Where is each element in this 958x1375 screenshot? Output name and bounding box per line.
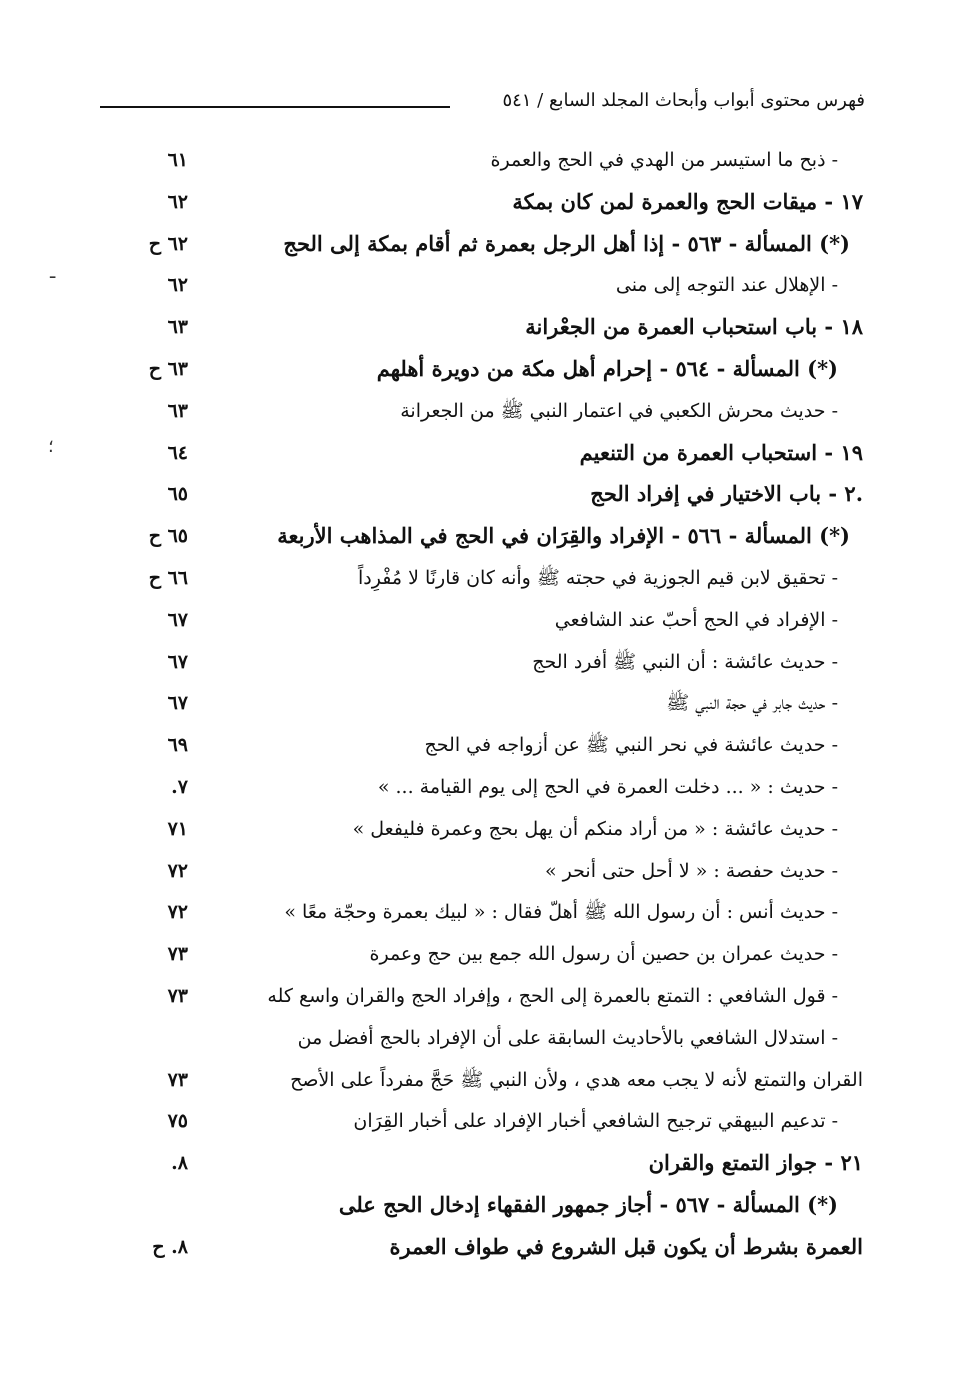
index-entry <box>0 474 958 516</box>
entry-page-number: ٦١ <box>167 149 188 171</box>
index-entry <box>0 934 958 976</box>
index-entry <box>0 224 958 266</box>
entry-text: - حديث محرش الكعبي في اعتمار النبي ﷺ من الجعرانة <box>400 399 838 422</box>
entry-text: - حديث عائشة في نحر النبي ﷺ عن أزواجه في الحج <box>424 734 838 757</box>
entry-text: - حديث جابر في حجة النبي ﷺ <box>666 692 838 715</box>
index-entry <box>0 725 958 767</box>
index-entry <box>0 600 958 642</box>
index-entry <box>0 307 958 349</box>
index-entry <box>0 892 958 934</box>
index-entry <box>0 1227 958 1269</box>
index-entry <box>0 558 958 600</box>
index-entry <box>0 182 958 224</box>
entry-page-number: ٦٧ <box>167 608 188 631</box>
entry-page-number: ٧٥ <box>167 1110 188 1133</box>
entry-text: (*) المسألة - ٥٦٣ - إذا أهل الرجل بعمرة ثم أقام بمكة إلى الحج <box>283 230 850 256</box>
index-entry <box>0 516 958 558</box>
index-entry <box>0 140 958 182</box>
entry-text: القران والتمتع لأنه لا يجب معه هدي ، ولأن النبي ﷺ حَجَّ مفرداً على الأصح <box>290 1068 863 1091</box>
index-entry <box>0 683 958 725</box>
entry-text: - الإفراد في الحج أحبّ عند الشافعي <box>554 608 838 631</box>
entry-text: ١٧ - ميقات الحج والعمرة لمن كان بمكة <box>512 188 863 214</box>
entry-page-number: ٧٣ <box>167 984 188 1007</box>
margin-mark: ـ <box>50 262 56 283</box>
entry-text: (*) المسألة - ٥٦٦ - الإفراد والقِرَان في الحج في المذاهب الأربعة <box>277 523 850 549</box>
entry-text: ١٨ - باب استحباب العمرة من الجعْرانة <box>525 314 863 340</box>
entry-text: .٢ - باب الاختيار في إفراد الحج <box>590 481 863 507</box>
index-entries <box>0 140 958 1269</box>
entry-page-number: ٧٣ <box>167 943 188 966</box>
entry-text: ١٩ - استحباب العمرة من التنعيم <box>579 439 863 465</box>
entry-text: العمرة بشرط أن يكون قبل الشروع في طواف العمرة <box>389 1233 863 1259</box>
entry-page-number: ٦٢ <box>167 190 188 213</box>
header-title: فهرس محتوى أبواب وأبحاث المجلد السابع / ٥٤١ <box>502 90 865 111</box>
entry-page-number: ٧٢ <box>167 859 188 882</box>
entry-text: - حديث أنس : أن رسول الله ﷺ أهلّ فقال : « لبيك بعمرة وحجّة معًا » <box>284 901 838 924</box>
index-entry <box>0 349 958 391</box>
margin-mark: ؛ <box>48 436 54 457</box>
entry-text: - تدعيم البيهقي ترجيح الشافعي أخبار الإفراد على أخبار القِرَان <box>353 1110 838 1133</box>
entry-text: - حديث : « ... دخلت العمرة في الحج إلى يوم القيامة ... » <box>377 775 838 798</box>
index-entry <box>0 1101 958 1143</box>
entry-page-number: ٨. <box>171 1152 188 1175</box>
entry-page-number: ٦٢ <box>167 274 188 297</box>
entry-page-number: ٦٩ <box>167 734 188 757</box>
entry-page-number: ٧٣ <box>167 1068 188 1091</box>
entry-page-number: ٦٦ ح <box>148 566 188 589</box>
index-entry <box>0 1185 958 1227</box>
index-entry <box>0 265 958 307</box>
entry-text: - حديث عائشة : « من أراد منكم أن يهل بحج وعمرة فليفعل » <box>352 817 838 840</box>
index-entry <box>0 1018 958 1060</box>
entry-text: - تحقيق لابن قيم الجوزية في حجته ﷺ وأنه كان قارنًا لا مُفْرِداً <box>358 566 838 589</box>
entry-text: - حديث حفصة : « لا أحل حتى أنحر » <box>545 859 838 882</box>
entry-text: - استدلال الشافعي بالأحاديث السابقة على أن الإفراد بالحج أفضل من <box>297 1026 838 1049</box>
entry-page-number: ٧. <box>171 775 188 798</box>
index-entry <box>0 1143 958 1185</box>
index-entry <box>0 391 958 433</box>
entry-page-number: ٦٤ <box>167 441 188 464</box>
entry-text: - ذبح ما استيسر من الهدي في الحج والعمرة <box>490 149 838 171</box>
entry-page-number: ٦٥ <box>167 483 188 506</box>
entry-text: - حديث عائشة : أن النبي ﷺ أفرد الحج <box>532 650 838 673</box>
entry-page-number: ٦٢ ح <box>148 232 188 255</box>
entry-text: ٢١ - جواز التمتع والقران <box>648 1150 863 1176</box>
index-entry <box>0 642 958 684</box>
entry-page-number: ٨. ح <box>152 1235 188 1258</box>
header-rule <box>100 106 450 108</box>
entry-page-number: ٦٣ ح <box>148 357 188 380</box>
entry-page-number: ٦٧ <box>167 692 188 715</box>
index-entry <box>0 809 958 851</box>
entry-text: - قول الشافعي : التمتع بالعمرة إلى الحج ، وإفراد الحج والقران واسع كله <box>267 984 838 1007</box>
entry-text: - حديث عمران بن حصين أن رسول الله جمع بين حج وعمرة <box>369 943 838 966</box>
entry-text: (*) المسألة - ٥٦٧ - أجاز جمهور الفقهاء إدخال الحج على <box>338 1191 838 1217</box>
entry-text: (*) المسألة - ٥٦٤ - إحرام أهل مكة من دويرة أهلهم <box>376 355 838 381</box>
entry-page-number: ٧١ <box>167 817 188 840</box>
entry-page-number: ٦٣ <box>167 316 188 339</box>
entry-page-number: ٦٥ ح <box>148 525 188 548</box>
entry-page-number: ٧٢ <box>167 901 188 924</box>
index-entry <box>0 433 958 475</box>
index-entry <box>0 767 958 809</box>
index-entry <box>0 851 958 893</box>
index-entry <box>0 976 958 1018</box>
index-entry <box>0 1060 958 1102</box>
entry-page-number: ٦٣ <box>167 399 188 422</box>
entry-text: - الإهلال عند التوجه إلى منى <box>615 274 838 297</box>
running-header <box>100 86 865 120</box>
entry-page-number: ٦٧ <box>167 650 188 673</box>
